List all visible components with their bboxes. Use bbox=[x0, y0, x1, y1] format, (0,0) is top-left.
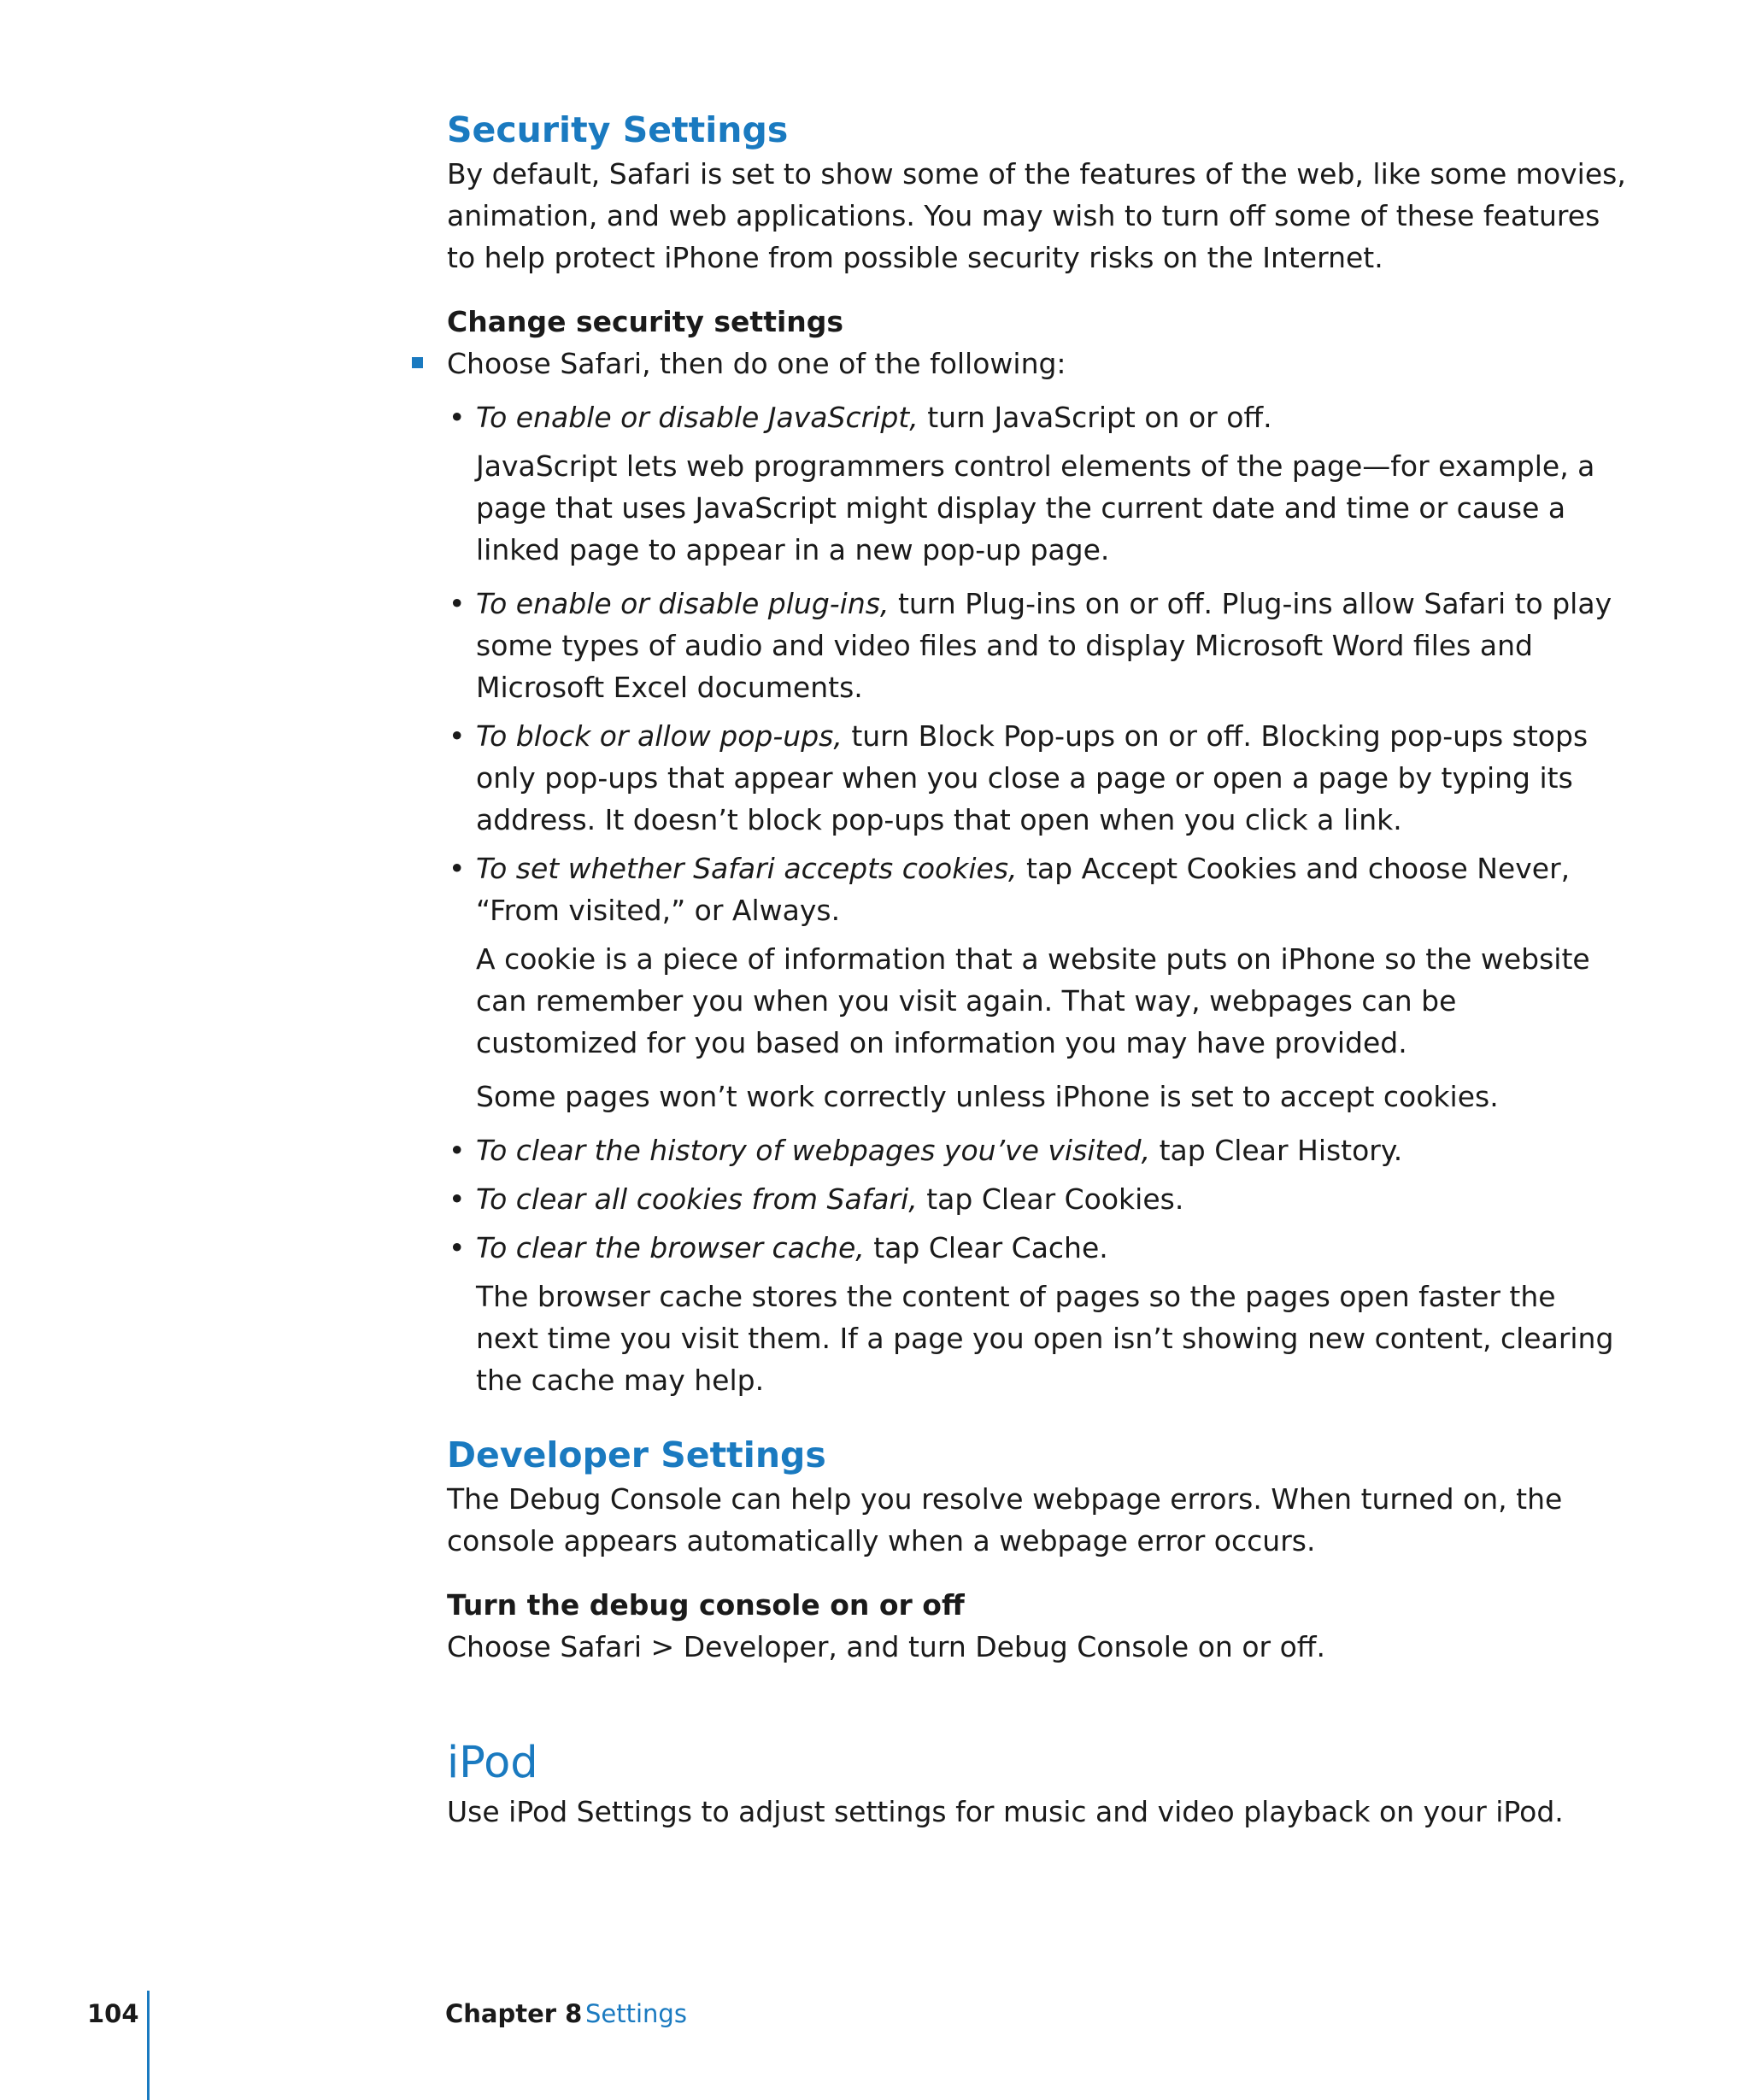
list-item: • To clear the history of webpages you’ve visited, tap Clear History. bbox=[476, 1129, 1626, 1171]
bullet-dot-icon: • bbox=[449, 1134, 466, 1167]
bullet-dot-icon: • bbox=[449, 719, 466, 753]
chapter-label: Chapter 8 bbox=[445, 1999, 583, 2028]
footer-rule bbox=[147, 1991, 150, 2100]
bullet-dot-icon: • bbox=[449, 587, 466, 620]
list-item: • To clear all cookies from Safari, tap Clear Cookies. bbox=[476, 1178, 1626, 1220]
debug-console-step: Choose Safari > Developer, and turn Debug Console on or off. bbox=[447, 1630, 1325, 1663]
bullet-dot-icon: • bbox=[449, 401, 466, 434]
bullet-dot-icon: • bbox=[449, 1182, 466, 1216]
developer-settings-heading: Developer Settings bbox=[447, 1434, 826, 1475]
cache-note: The browser cache stores the content of pages so the pages open faster the next time you visit them. If a page you open isn’t showing new content, clearing the cache may help. bbox=[476, 1280, 1614, 1397]
page-footer bbox=[0, 1991, 1750, 2100]
security-intro: By default, Safari is set to show some of the features of the web, like some movies, animation, and web applications. You may wish to turn off some of these features to help protect iPhone from possible security risks on the Internet. bbox=[447, 157, 1626, 274]
list-item: • To set whether Safari accepts cookies, tap Accept Cookies and choose Never, “From visited,” or Always. A cookie is a piece of information that a website puts on iPhone so the website can remember you when you visit again. That way, webpages can be customized for you based on information you may have provided. Some pages won’t work correctly unless iPhone is set to accept cookies. bbox=[476, 848, 1626, 1117]
list-item: • To enable or disable JavaScript, turn JavaScript on or off. JavaScript lets web programmers control elements of the page—for example, a page that uses JavaScript might display the current date and time or cause a linked page to appear in a new pop-up page. bbox=[476, 396, 1626, 571]
ipod-heading: iPod bbox=[447, 1738, 538, 1788]
security-settings-heading: Security Settings bbox=[447, 109, 789, 150]
security-options-list bbox=[449, 396, 1626, 1401]
cookie-note: A cookie is a piece of information that a website puts on iPhone so the website can remember you when you visit again. That way, webpages can be customized for you based on information you may have provided. bbox=[476, 942, 1590, 1059]
bullet-dot-icon: • bbox=[449, 1231, 466, 1264]
page-number: 104 bbox=[87, 1999, 139, 2028]
list-item: • To clear the browser cache, tap Clear Cache. The browser cache stores the content of pages so the pages open faster the next time you visit them. If a page you open isn’t showing new content, clearing the cache may help. bbox=[476, 1227, 1626, 1401]
developer-intro: The Debug Console can help you resolve webpage errors. When turned on, the console appears automatically when a webpage error occurs. bbox=[447, 1482, 1563, 1557]
list-item: • To enable or disable plug-ins, turn Plug-ins on or off. Plug-ins allow Safari to play some types of audio and video files and to display Microsoft Word files and Microsoft Excel documents. bbox=[476, 583, 1626, 708]
change-security-settings-title: Change security settings bbox=[447, 305, 844, 338]
chapter-name: Settings bbox=[585, 1999, 687, 2028]
cookie-warning-note: Some pages won’t work correctly unless iPhone is set to accept cookies. bbox=[476, 1080, 1499, 1113]
ipod-intro: Use iPod Settings to adjust settings for music and video playback on your iPod. bbox=[447, 1795, 1564, 1828]
debug-console-title: Turn the debug console on or off bbox=[447, 1588, 965, 1622]
security-step bbox=[447, 343, 1626, 384]
list-item: • To block or allow pop-ups, turn Block Pop-ups on or off. Blocking pop-ups stops only pop-ups that appear when you close a page or open a page by typing its address. It doesn’t block pop-ups that open when you click a link. bbox=[476, 715, 1626, 841]
javascript-note: JavaScript lets web programmers control elements of the page—for example, a page that uses JavaScript might display the current date and time or cause a linked page to appear in a new pop-up page. bbox=[476, 449, 1595, 566]
step-marker-icon bbox=[412, 357, 423, 368]
page-content bbox=[447, 107, 1626, 1833]
bullet-dot-icon: • bbox=[449, 852, 466, 885]
security-step-text: Choose Safari, then do one of the following: bbox=[447, 347, 1066, 380]
